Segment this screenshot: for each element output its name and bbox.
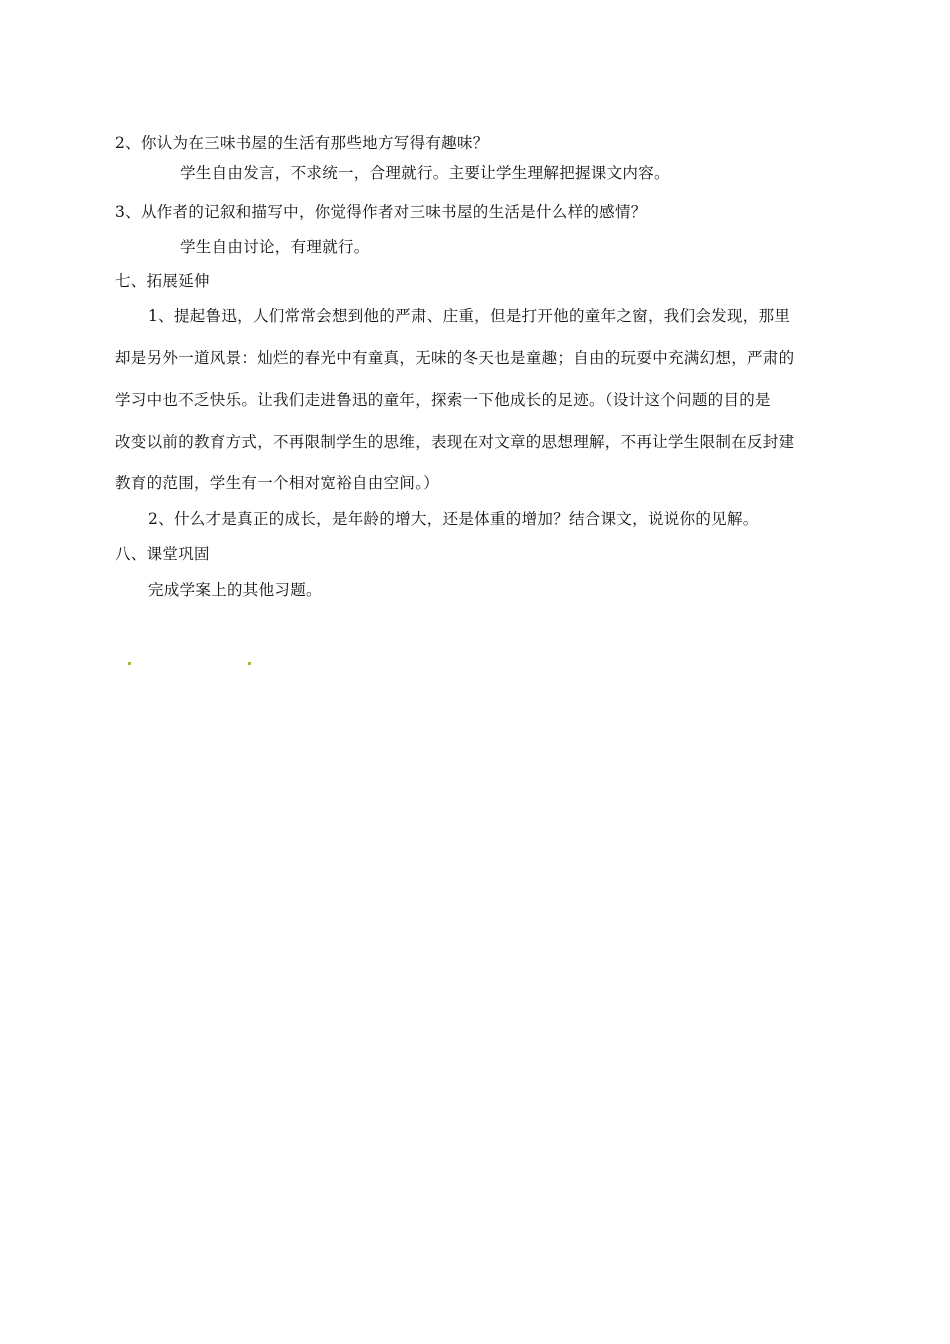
section-heading-7: 七、拓展延伸 [115, 272, 210, 290]
question-3: 3、从作者的记叙和描写中，你觉得作者对三味书屋的生活是什么样的感情？ [115, 203, 647, 221]
question-2: 2、你认为在三味书屋的生活有那些地方写得有趣味？ [115, 134, 489, 152]
paragraph-3: 完成学案上的其他习题。 [148, 581, 322, 599]
stray-mark [128, 662, 131, 665]
answer-3: 学生自由讨论，有理就行。 [180, 238, 370, 256]
paragraph-1-line-2: 却是另外一道风景：灿烂的春光中有童真，无味的冬天也是童趣；自由的玩耍中充满幻想，严肃的 [115, 349, 795, 367]
paragraph-1-line-5: 教育的范围，学生有一个相对宽裕自由空间。） [115, 474, 440, 492]
paragraph-1-line-1: 1、提起鲁迅，人们常常会想到他的严肃、庄重，但是打开他的童年之窗，我们会发现，那里 [148, 307, 791, 325]
answer-2: 学生自由发言，不求统一，合理就行。主要让学生理解把握课文内容。 [180, 164, 670, 182]
paragraph-1-line-4: 改变以前的教育方式，不再限制学生的思维，表现在对文章的思想理解，不再让学生限制在反封建 [115, 433, 795, 451]
stray-mark [248, 662, 251, 665]
section-heading-8: 八、课堂巩固 [115, 545, 210, 563]
paragraph-2: 2、什么才是真正的成长，是年龄的增大，还是体重的增加？结合课文，说说你的见解。 [148, 510, 759, 528]
paragraph-1-line-3: 学习中也不乏快乐。让我们走进鲁迅的童年，探索一下他成长的足迹。（设计这个问题的目的是 [115, 391, 771, 409]
